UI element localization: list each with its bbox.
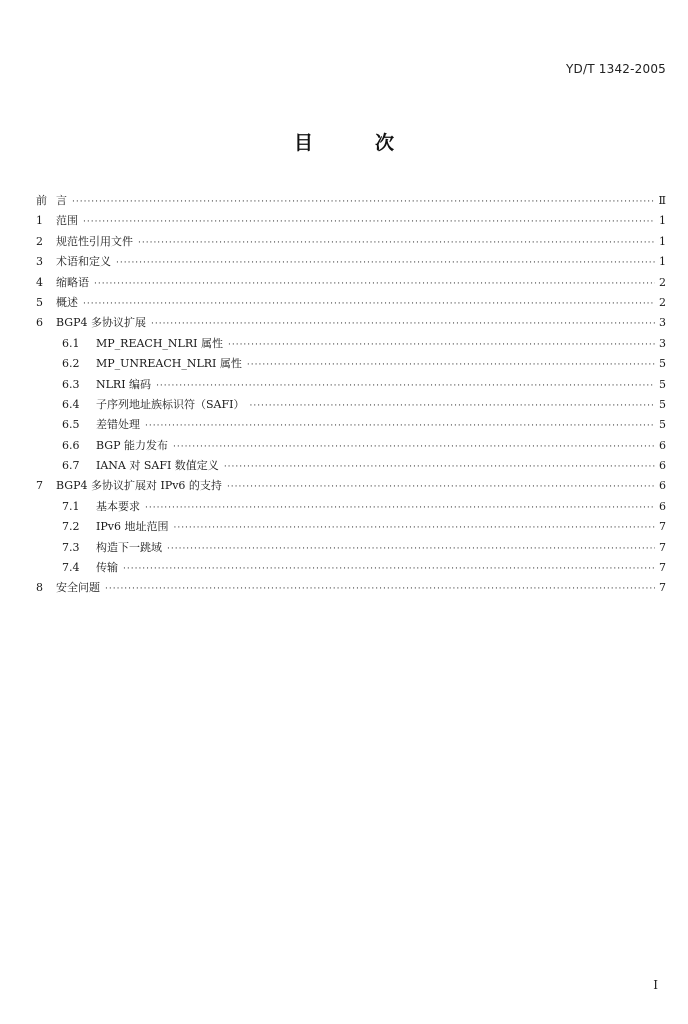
dot-leader xyxy=(83,217,655,227)
toc-entry-label: 子序列地址族标识符（SAFI） xyxy=(96,397,245,411)
title-char-1: 目 xyxy=(293,132,313,154)
toc-entry-number: 7.4 xyxy=(62,561,80,575)
toc-entry[interactable] xyxy=(36,477,666,497)
toc-entry-page: 2 xyxy=(659,295,666,309)
toc-entry-page: 7 xyxy=(659,520,666,534)
dot-leader xyxy=(105,584,655,594)
dot-leader xyxy=(228,340,655,350)
toc-entry[interactable] xyxy=(36,355,666,375)
dot-leader xyxy=(151,319,655,329)
toc-entry-page: 5 xyxy=(659,357,666,371)
toc-entry-number: 3 xyxy=(36,255,43,269)
dot-leader xyxy=(116,258,655,268)
toc-entry[interactable] xyxy=(36,579,666,599)
toc-entry[interactable] xyxy=(36,314,666,334)
toc-entry-page: 6 xyxy=(659,479,666,493)
dot-leader xyxy=(83,299,655,309)
toc-entry-number: 1 xyxy=(36,214,43,228)
toc-entry-label: 范围 xyxy=(56,214,78,228)
toc-entry-page: 1 xyxy=(659,255,666,269)
dot-leader xyxy=(145,503,655,513)
toc-entry-page: 5 xyxy=(659,418,666,432)
toc-entry-label: 基本要求 xyxy=(96,499,140,513)
toc-entry-label: 构造下一跳域 xyxy=(96,540,162,554)
dot-leader xyxy=(173,523,655,533)
toc-entry[interactable] xyxy=(36,518,666,538)
dot-leader xyxy=(138,238,655,248)
toc-entry-number: 7 xyxy=(36,479,43,493)
toc-entry-label: 规范性引用文件 xyxy=(56,234,133,248)
dot-leader xyxy=(224,462,655,472)
dot-leader xyxy=(123,564,655,574)
toc-entry-page: 5 xyxy=(659,377,666,391)
toc-entry-number: 7.1 xyxy=(62,499,80,513)
toc-entry-label: NLRI 编码 xyxy=(96,377,152,391)
toc-entry[interactable] xyxy=(36,416,666,436)
dot-leader xyxy=(94,279,655,289)
document-code: YD/T 1342-2005 xyxy=(566,62,666,76)
toc-entry-number: 2 xyxy=(36,234,43,248)
dot-leader xyxy=(145,421,655,431)
dot-leader xyxy=(156,381,655,391)
toc-entry-number: 4 xyxy=(36,275,43,289)
toc-entry-page: 3 xyxy=(659,336,666,350)
toc-entry-number: 7.3 xyxy=(62,540,80,554)
toc-entry-number: 5 xyxy=(36,295,43,309)
toc-entry[interactable] xyxy=(36,274,666,294)
toc-entry-number: 6.4 xyxy=(62,397,80,411)
toc-entry-label: 术语和定义 xyxy=(56,255,111,269)
toc-entry-page: 6 xyxy=(659,459,666,473)
toc-entry-number: 6.1 xyxy=(62,336,80,350)
toc-entry[interactable] xyxy=(36,192,666,212)
toc-entry[interactable] xyxy=(36,559,666,579)
toc-entry[interactable] xyxy=(36,396,666,416)
toc-entry-page: 7 xyxy=(659,561,666,575)
toc-entry-label: 概述 xyxy=(56,295,78,309)
toc-entry-number: 6.3 xyxy=(62,377,80,391)
toc-entry-label: BGP 能力发布 xyxy=(96,438,168,452)
toc-entry-page: 5 xyxy=(659,397,666,411)
toc-entry-label: IPv6 地址范围 xyxy=(96,520,169,534)
toc-entry[interactable] xyxy=(36,233,666,253)
toc-entry-number: 6.7 xyxy=(62,459,80,473)
toc-entry-label: MP_UNREACH_NLRI 属性 xyxy=(96,357,242,371)
toc-entry[interactable] xyxy=(36,498,666,518)
title-char-2: 次 xyxy=(375,132,395,154)
toc-entry[interactable] xyxy=(36,437,666,457)
toc-entry-number: 前 xyxy=(36,194,47,207)
toc-entry[interactable] xyxy=(36,376,666,396)
dot-leader xyxy=(247,360,655,370)
dot-leader xyxy=(167,544,655,554)
toc-entry[interactable] xyxy=(36,457,666,477)
dot-leader xyxy=(227,482,655,492)
table-of-contents xyxy=(36,192,666,600)
toc-entry-page: 7 xyxy=(659,581,666,595)
toc-entry-label: 安全问题 xyxy=(56,581,100,595)
toc-entry-label: 言 xyxy=(56,194,67,207)
toc-entry-label: IANA 对 SAFI 数值定义 xyxy=(96,459,219,473)
toc-entry-number: 8 xyxy=(36,581,43,595)
toc-entry-page: 2 xyxy=(659,275,666,289)
toc-entry[interactable] xyxy=(36,335,666,355)
toc-entry[interactable] xyxy=(36,539,666,559)
toc-entry-number: 6 xyxy=(36,316,43,330)
dot-leader xyxy=(173,442,655,452)
toc-entry[interactable] xyxy=(36,212,666,232)
toc-entry-page: 1 xyxy=(659,234,666,248)
page-number: I xyxy=(653,978,658,992)
toc-entry-page: 6 xyxy=(659,499,666,513)
toc-entry-label: 传输 xyxy=(96,561,118,575)
toc-entry-label: BGP4 多协议扩展对 IPv6 的支持 xyxy=(56,479,222,493)
toc-entry[interactable] xyxy=(36,294,666,314)
toc-entry-number: 6.6 xyxy=(62,438,80,452)
toc-entry-page: 1 xyxy=(659,214,666,228)
toc-entry-page: 7 xyxy=(659,540,666,554)
dot-leader xyxy=(72,197,655,207)
toc-entry-label: 缩略语 xyxy=(56,275,89,289)
toc-entry-number: 6.5 xyxy=(62,418,80,432)
toc-entry-page: 6 xyxy=(659,438,666,452)
toc-entry-label: MP_REACH_NLRI 属性 xyxy=(96,336,223,350)
toc-entry-page: 3 xyxy=(659,316,666,330)
toc-entry-label: BGP4 多协议扩展 xyxy=(56,316,146,330)
toc-entry-label: 差错处理 xyxy=(96,418,140,432)
toc-entry-number: 7.2 xyxy=(62,520,80,534)
toc-entry-page: Ⅱ xyxy=(658,194,666,207)
toc-entry[interactable] xyxy=(36,253,666,273)
dot-leader xyxy=(249,401,655,411)
page-title xyxy=(0,128,688,155)
toc-entry-number: 6.2 xyxy=(62,357,80,371)
